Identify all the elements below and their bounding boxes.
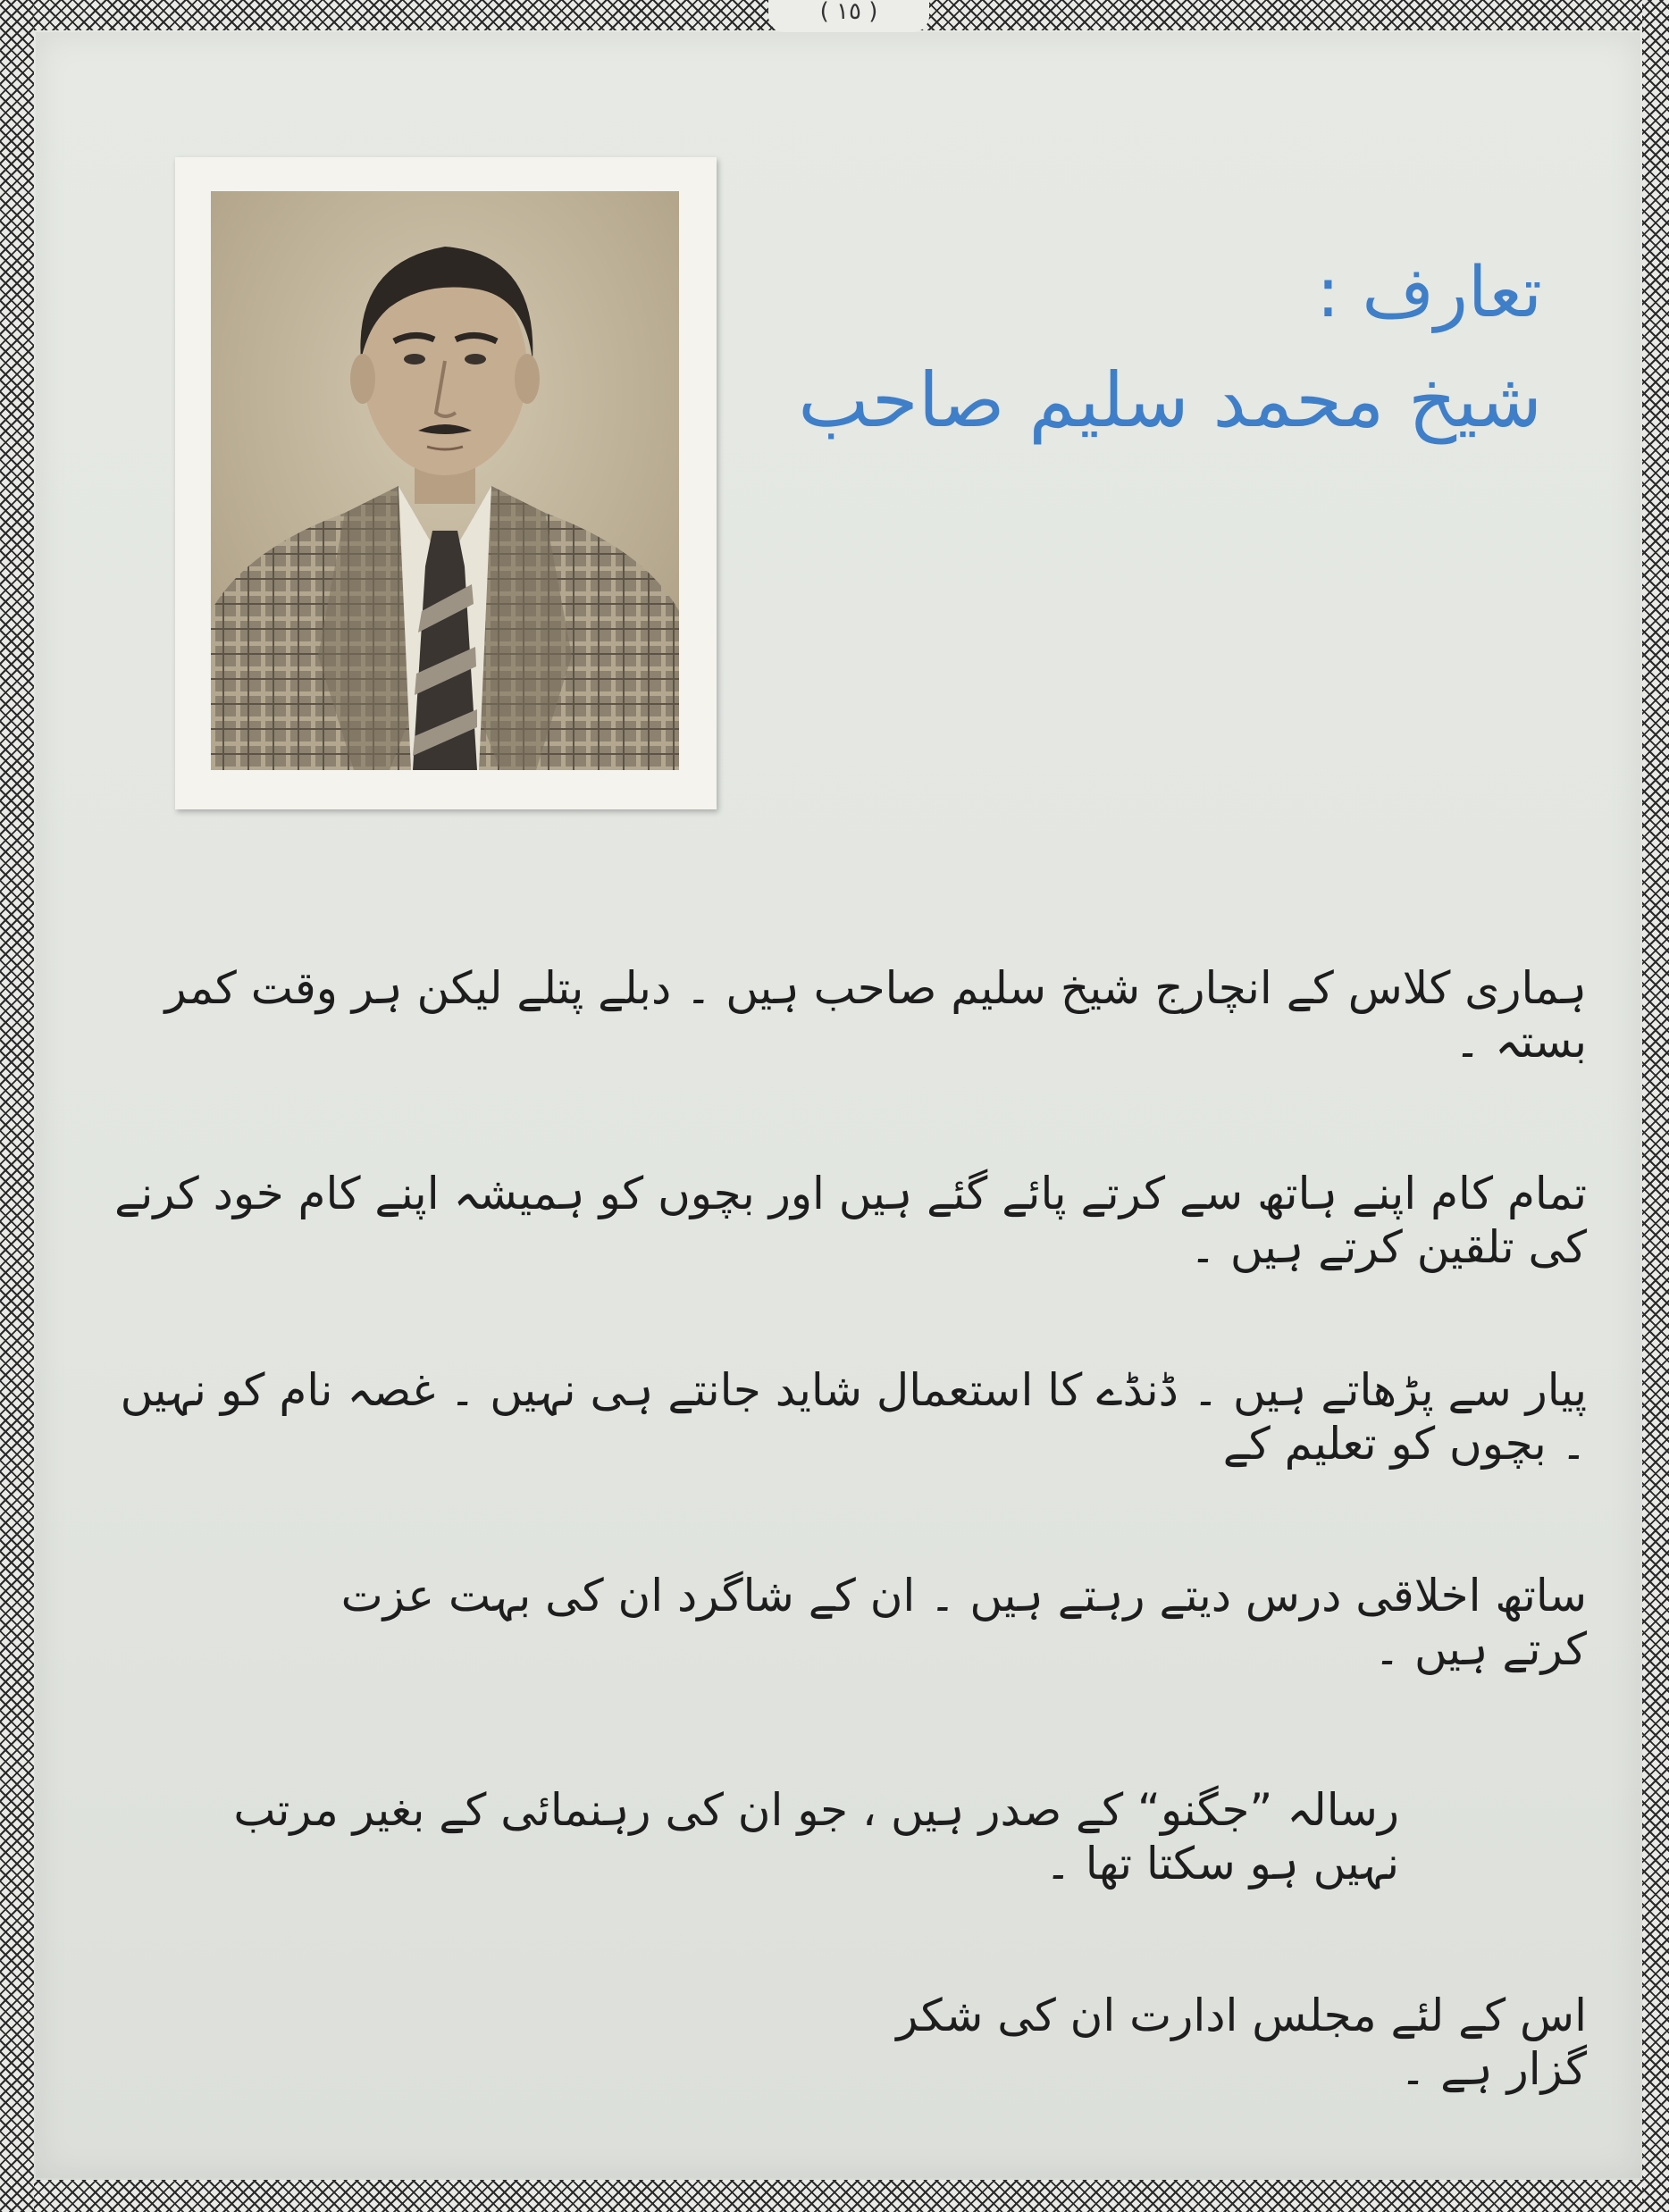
portrait-illustration	[211, 191, 679, 770]
decorative-border-right	[1642, 0, 1669, 2212]
paragraph-line: تمام کام اپنے ہاتھ سے کرتے پائے گئے ہیں اور بچوں کو ہمیشہ اپنے کام خود کرنے کی تلقین کرتے ہیں ۔	[114, 1168, 1587, 1273]
portrait-photo	[211, 191, 679, 770]
paragraph-line: پیار سے پڑھاتے ہیں ۔ ڈنڈے کا استعمال شاید جانتے ہی نہیں ۔ غصہ نام کو نہیں ۔ بچوں کو تعلیم کے	[120, 1364, 1587, 1470]
page-number: ( ١٥ )	[768, 0, 929, 32]
heading-block	[798, 253, 1542, 444]
decorative-border-left	[0, 0, 34, 2212]
paragraph-line: رسالہ ”جگنو“ کے صدر ہیں ، جو ان کی رہنمائی کے بغیر مرتب نہیں ہو سکتا تھا ۔	[233, 1784, 1399, 1889]
portrait-photo-mount	[175, 157, 717, 809]
paragraph-line: ساتھ اخلاقی درس دیتے رہتے ہیں ۔ ان کے شاگرد ان کی بہت عزت کرتے ہیں ۔	[340, 1570, 1587, 1675]
paragraph-line: ہماری کلاس کے انچارج شیخ سلیم صاحب ہیں ۔ دبلے پتلے لیکن ہر وقت کمر بستہ ۔	[164, 962, 1587, 1068]
heading-label: تعارف :	[1316, 253, 1542, 333]
teacher-name: شیخ محمد سلیم صاحب	[798, 356, 1542, 444]
paper-sheet	[36, 32, 1640, 2178]
decorative-border-bottom	[0, 2180, 1669, 2212]
paragraph-line: اس کے لئے مجلس ادارت ان کی شکر گزار ہے ۔	[896, 1990, 1587, 2095]
